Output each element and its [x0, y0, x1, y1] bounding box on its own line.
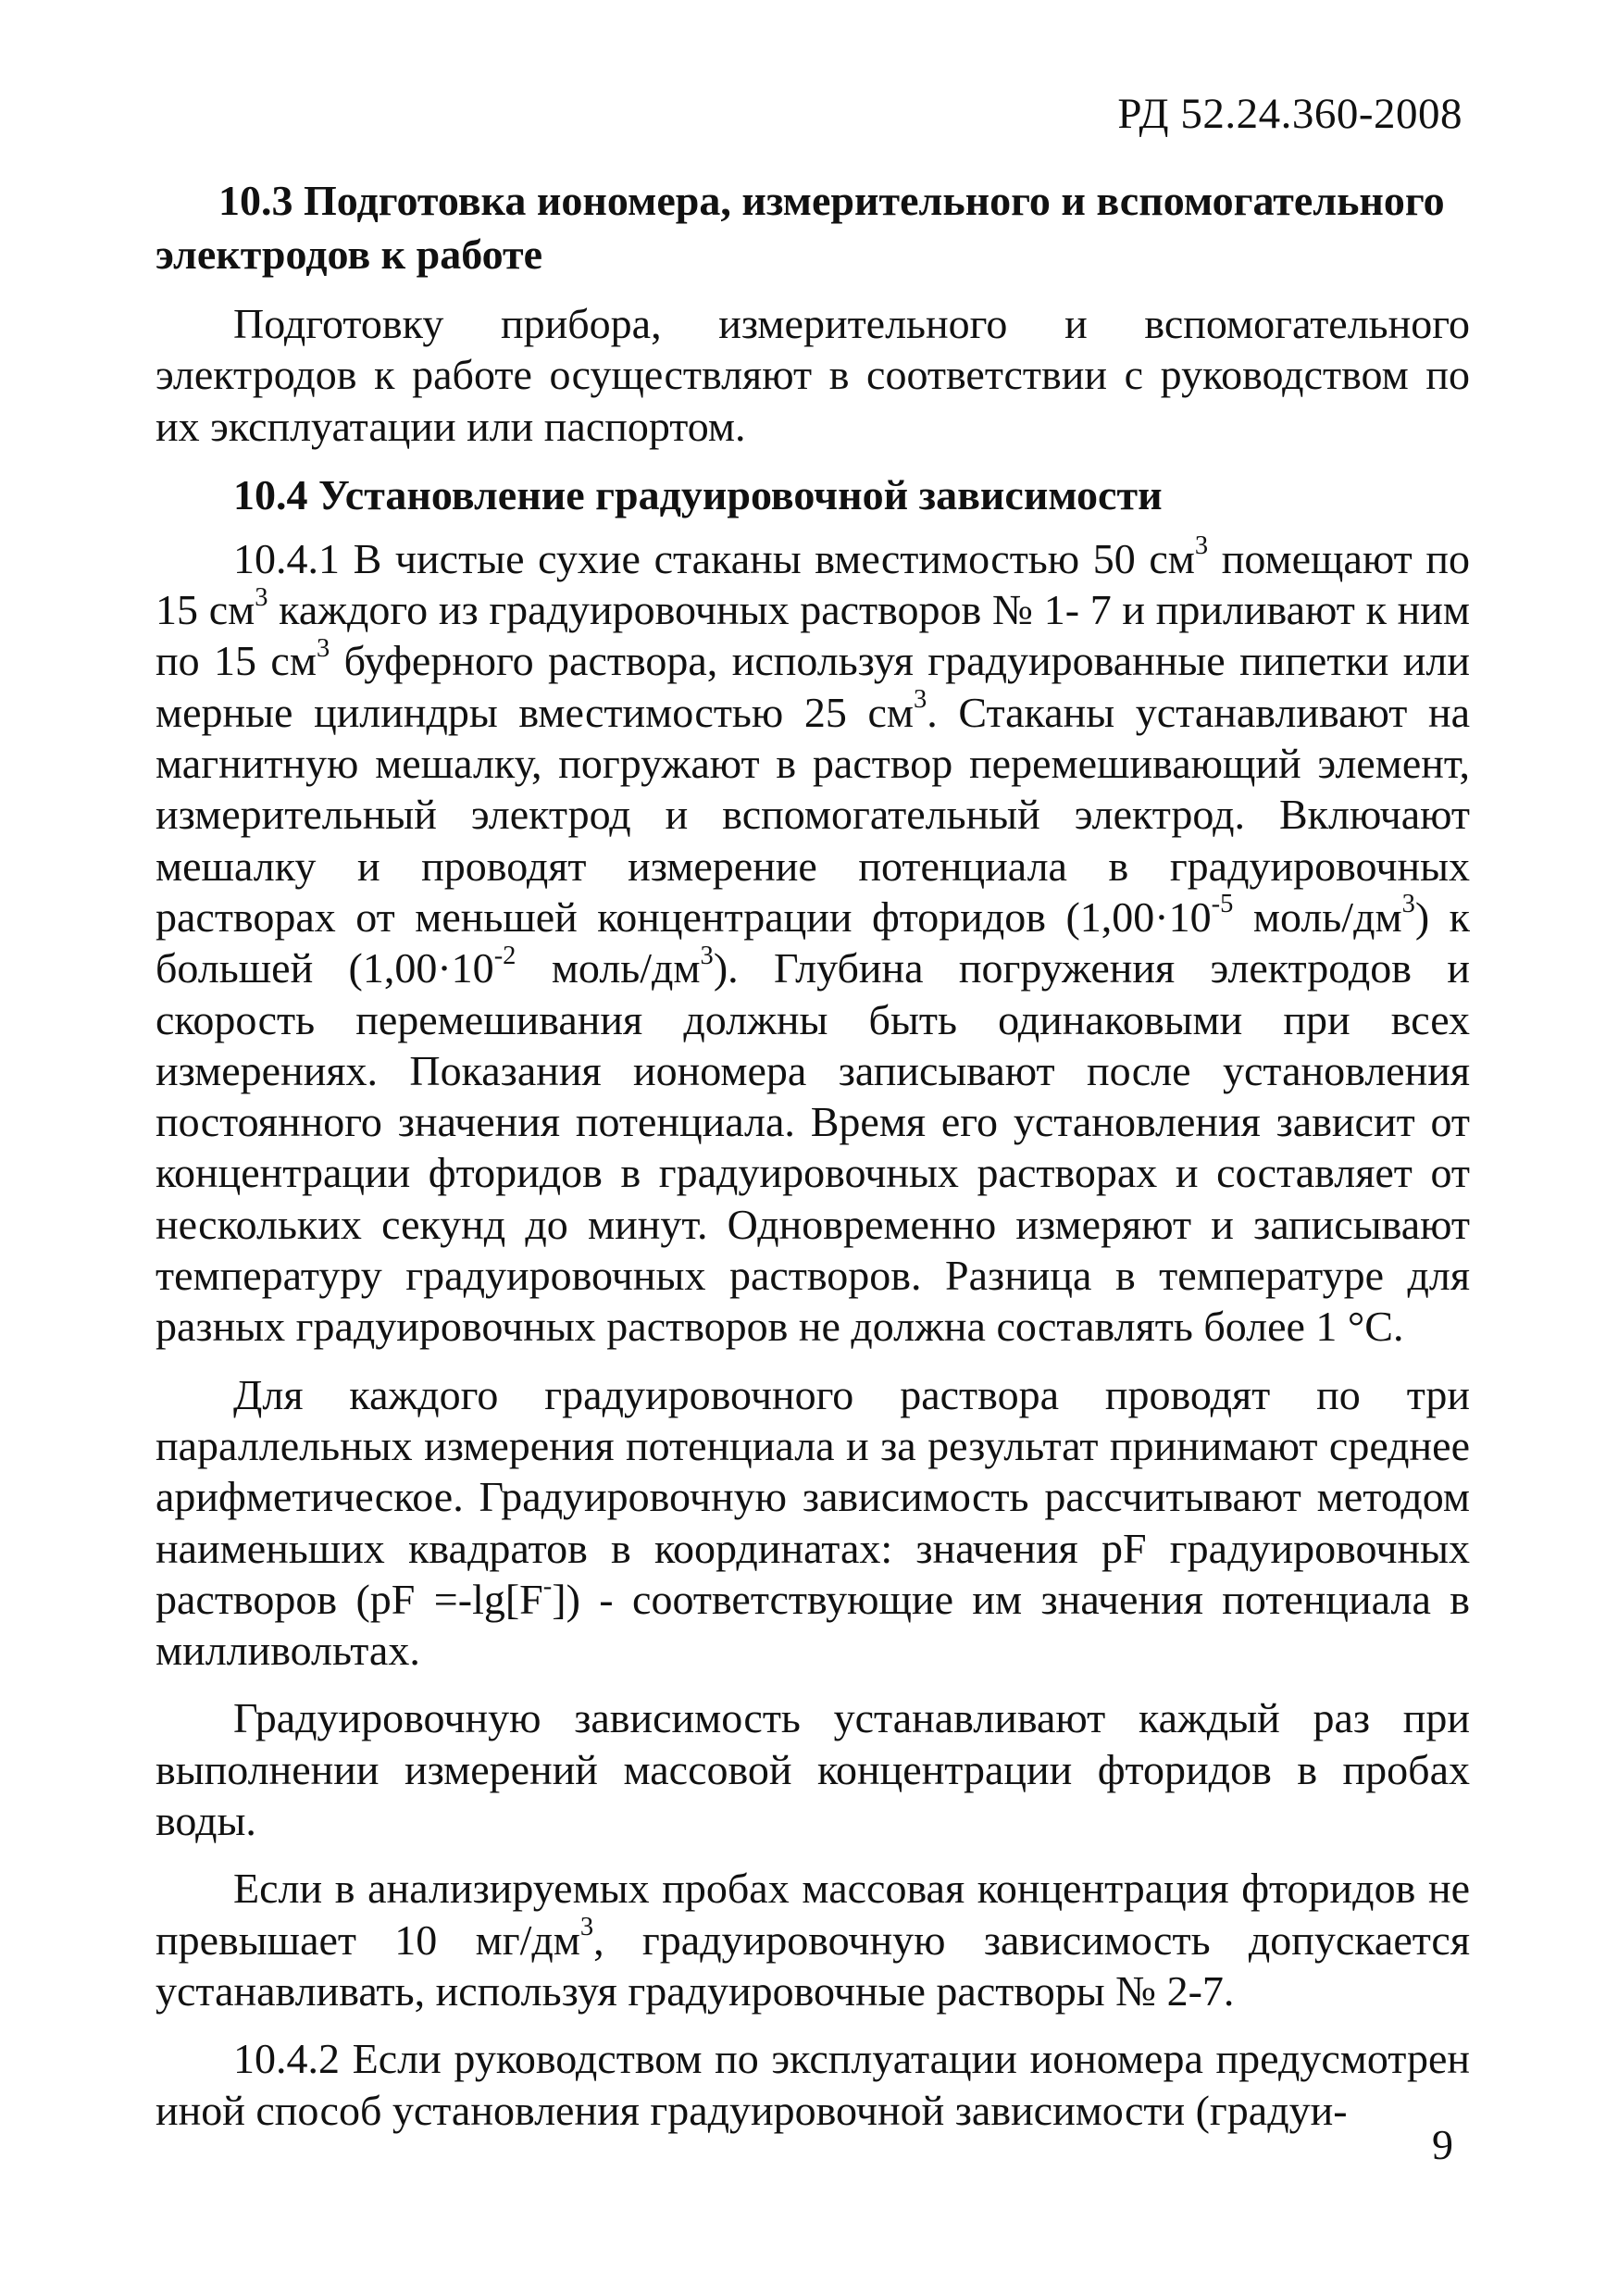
superscript: -2 — [493, 941, 517, 970]
text-run: ). Глубина погружения электродов и скорость перемешивания должны быть одинаковыми при всех измерениях. Показания иономера записывают после установления постоянного значения потенциала. Время его установления зависит от концентрации фторидов в градуировочных растворах и составляет от нескольких секунд до минут. Одновременно измеряют и записывают температуру градуировочных растворов. Разница в температуре для разных градуировочных растворов не должна составлять более 1 °С. — [156, 944, 1470, 1351]
paragraph-10-4-1 — [156, 533, 1470, 1353]
superscript: -5 — [1211, 890, 1234, 919]
text-run: , градуировочную зависимость допускается устанавливать, используя градуировочные растворы № 2-7. — [156, 1915, 1470, 2015]
superscript: 3 — [255, 582, 268, 612]
text-run: 10.4.1 В чистые сухие стаканы вместимостью 50 см — [233, 534, 1195, 582]
page-body — [156, 174, 1470, 2152]
superscript: 3 — [700, 941, 714, 970]
text-run: буферного раствора, используя градуированные пипетки или мерные цилиндры вместимостью 25 см — [156, 637, 1470, 736]
page-number: 9 — [1432, 2121, 1453, 2168]
text-run: каждого из градуировочных растворов № 1- 7 и приливают к ним по 15 см — [156, 586, 1470, 685]
superscript: 3 — [316, 633, 330, 663]
superscript: 3 — [579, 1913, 594, 1942]
section-10-3-paragraph: Подготовку прибора, измерительного и вспомогательного электродов к работе осуществляют в соответствии с руководством по их эксплуатации или паспортом. — [156, 300, 1470, 450]
section-10-3-heading: 10.3 Подготовка иономера, измерительного и вспомогательного электродов к работе — [156, 177, 1445, 278]
paragraph-parallel-measurements — [156, 1369, 1470, 1677]
superscript: 3 — [1194, 531, 1209, 561]
text-run: помещают по 15 см — [156, 534, 1470, 634]
text-run: моль/дм — [1233, 892, 1402, 941]
paragraph-10-4-2: 10.4.2 Если руководством по эксплуатации иономера предусмотрен иной способ установления градуировочной зависимости (градуи- — [156, 2035, 1470, 2134]
text-run: ) к большей (1,00·10 — [156, 892, 1471, 992]
document-code: РД 52.24.360-2008 — [1117, 90, 1462, 138]
superscript: 3 — [914, 685, 927, 715]
section-10-4-heading: 10.4 Установление градуировочной зависимости — [233, 470, 1163, 518]
paragraph-calibration-each-time: Градуировочную зависимость устанавливают каждый раз при выполнении измерений массовой концентрации фторидов в пробах воды. — [156, 1694, 1470, 1845]
text-run: . Стаканы устанавливают на магнитную мешалку, погружают в раствор перемешивающий элемент, измерительный электрод и вспомогательный электрод. Включают мешалку и проводят измерение потенциала в градуировочных растворах от меньшей концентрации фторидов (1,00·10 — [156, 688, 1470, 941]
paragraph-low-concentration — [156, 1863, 1470, 2016]
text-run: Если в анализируемых пробах массовая концентрация фторидов не превышает 10 мг/дм — [156, 1865, 1470, 1964]
text-run: ]) - соответствующие им значения потенциала в милливольтах. — [156, 1575, 1470, 1675]
text-run: моль/дм — [516, 944, 701, 992]
superscript: - — [542, 1572, 553, 1602]
superscript: 3 — [1401, 890, 1415, 919]
text-run: Для каждого градуировочного раствора проводят по три параллельных измерения потенциала и за результат принимают среднее арифметическое. Градуировочную зависимость рассчитывают методом наименьших квадратов в координатах: значения pF градуировочных растворов (pF =-lg[F — [156, 1370, 1470, 1623]
